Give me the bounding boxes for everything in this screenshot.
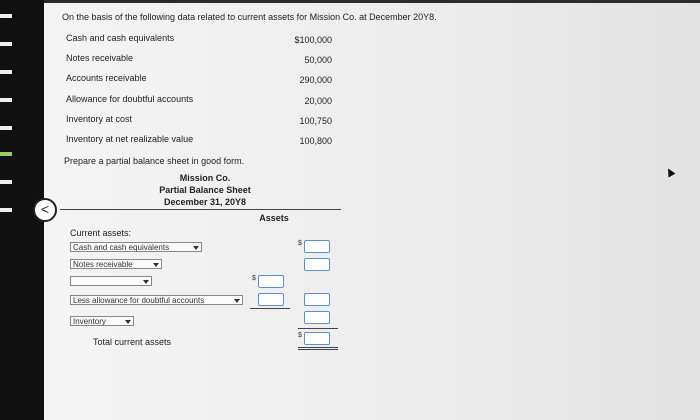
- amount-input[interactable]: [304, 240, 330, 253]
- mouse-cursor-icon: [665, 167, 676, 178]
- double-rule-bottom: [298, 349, 338, 350]
- top-border: [44, 0, 700, 3]
- dollar-sign: $: [298, 240, 302, 247]
- data-label: Notes receivable: [66, 53, 134, 63]
- chevron-down-icon: [234, 299, 240, 303]
- data-value: 290,000: [299, 75, 332, 85]
- sidebar-marker[interactable]: [0, 180, 12, 184]
- data-label: Cash and cash equivalents: [66, 33, 175, 43]
- sidebar-marker[interactable]: [0, 70, 12, 74]
- data-label: Allowance for doubtful accounts: [66, 94, 194, 104]
- amount-input[interactable]: [304, 258, 330, 271]
- question-text: On the basis of the following data related to current assets for Mission Co. at December 20Y8.: [62, 12, 437, 22]
- data-label: Inventory at cost: [66, 114, 133, 124]
- dropdown-value: Cash and cash equivalents: [73, 243, 170, 252]
- sidebar-marker-active[interactable]: [0, 152, 12, 156]
- current-assets-label: Current assets:: [70, 228, 132, 238]
- account-dropdown[interactable]: [70, 242, 202, 252]
- amount-input[interactable]: [304, 311, 330, 324]
- data-label: Accounts receivable: [66, 73, 147, 83]
- data-value: $100,000: [294, 35, 332, 45]
- question-panel: [44, 0, 700, 420]
- header-rule: [60, 209, 341, 210]
- section-heading: Assets: [259, 213, 289, 223]
- account-dropdown[interactable]: [70, 276, 152, 286]
- instruction-text: Prepare a partial balance sheet in good form.: [64, 156, 245, 166]
- amount-input[interactable]: [258, 293, 284, 306]
- sidebar-marker[interactable]: [0, 126, 12, 130]
- chevron-down-icon: [143, 280, 149, 284]
- sidebar-marker[interactable]: [0, 208, 12, 212]
- sidebar-marker[interactable]: [0, 14, 12, 18]
- sidebar-marker[interactable]: [0, 98, 12, 102]
- chevron-down-icon: [153, 263, 159, 267]
- data-value: 100,800: [299, 136, 332, 146]
- chevron-down-icon: [193, 246, 199, 250]
- sheet-date: December 31, 20Y8: [163, 197, 247, 207]
- dropdown-value: Notes receivable: [73, 260, 133, 269]
- sheet-title: Partial Balance Sheet: [159, 185, 251, 195]
- company-name: Mission Co.: [179, 173, 231, 183]
- dropdown-value: Inventory: [73, 317, 106, 326]
- total-label: Total current assets: [93, 337, 172, 347]
- double-rule-top: [298, 347, 338, 348]
- data-value: 100,750: [299, 116, 332, 126]
- dollar-sign: $: [252, 275, 256, 282]
- chevron-down-icon: [125, 320, 131, 324]
- account-dropdown[interactable]: [70, 295, 243, 305]
- amount-input[interactable]: [304, 293, 330, 306]
- dropdown-value: Less allowance for doubtful accounts: [73, 296, 205, 305]
- subtotal-rule: [250, 308, 290, 309]
- account-dropdown[interactable]: [70, 316, 134, 326]
- account-dropdown[interactable]: [70, 259, 162, 269]
- data-value: 20,000: [304, 96, 332, 106]
- data-value: 50,000: [304, 55, 332, 65]
- sidebar-marker[interactable]: [0, 42, 12, 46]
- data-label: Inventory at net realizable value: [66, 134, 194, 144]
- dollar-sign: $: [298, 332, 302, 339]
- back-button[interactable]: <: [33, 198, 57, 222]
- amount-input[interactable]: [258, 275, 284, 288]
- total-input[interactable]: [304, 332, 330, 345]
- total-rule: [298, 328, 338, 329]
